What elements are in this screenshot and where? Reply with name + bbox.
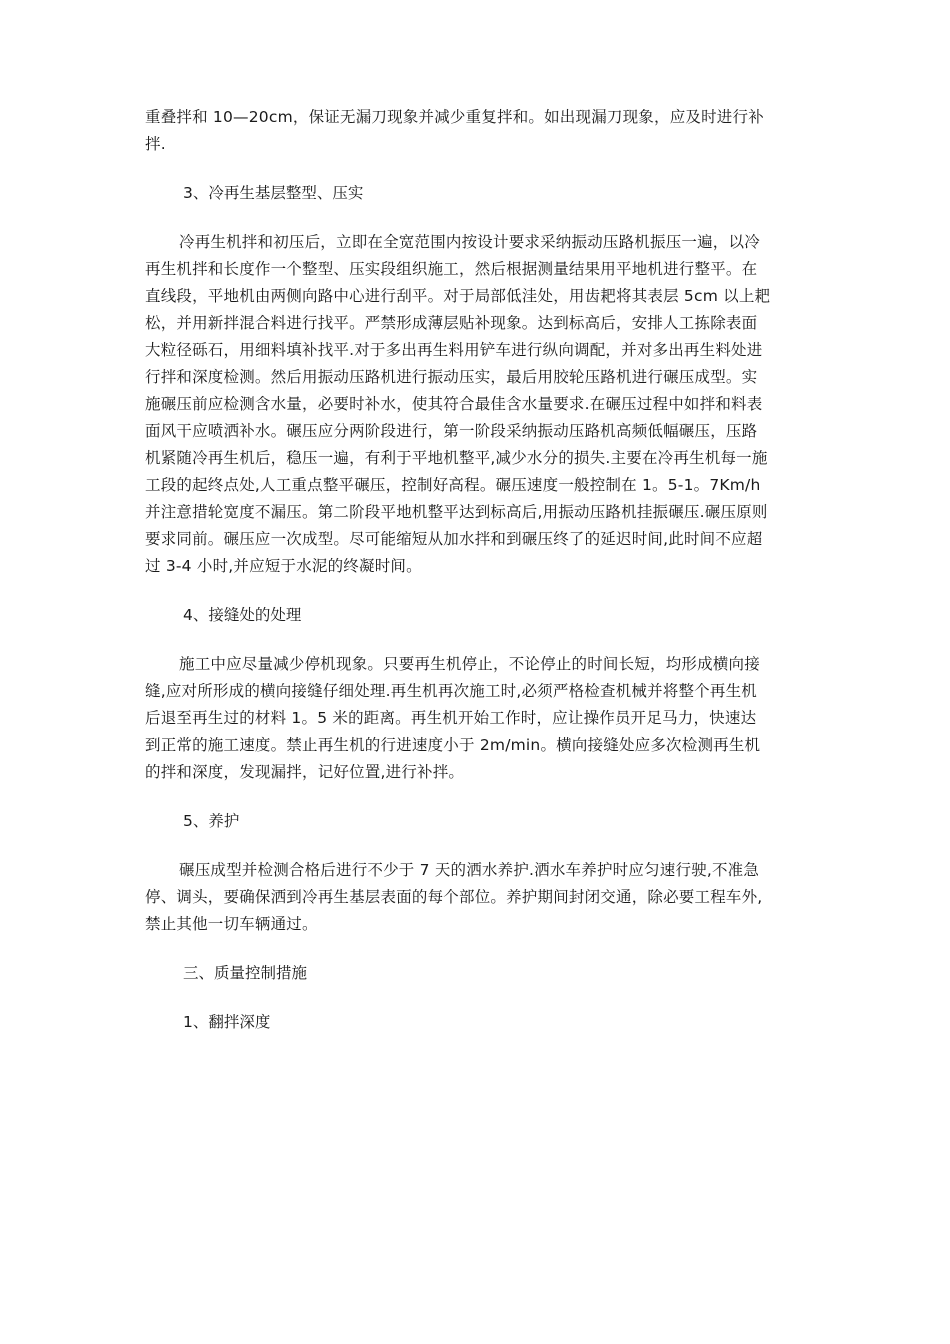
text-line: 面风干应喷洒补水。碾压应分两阶段进行，第一阶段采纳振动压路机高频低幅碾压，压路 xyxy=(145,422,758,440)
section-heading-mixing-depth: 1、翻拌深度 xyxy=(183,1013,271,1031)
text-line: 到正常的施工速度。禁止再生机的行进速度小于 2m/min。横向接缝处应多次检测再生机 xyxy=(145,736,761,754)
text-line: 机紧随冷再生机后，稳压一遍，有利于平地机整平,减少水分的损失.主要在冷再生机每一施 xyxy=(145,449,768,467)
text-line: 大粒径砾石，用细料填补找平.对于多出再生料用铲车进行纵向调配，并对多出再生料处进 xyxy=(145,341,763,359)
text-line: 后退至再生过的材料 1。5 米的距离。再生机开始工作时，应让操作员开足马力，快速达 xyxy=(145,709,757,727)
section-heading-compaction: 3、冷再生基层整型、压实 xyxy=(183,184,364,202)
text-line: 的拌和深度，发现漏拌，记好位置,进行补拌。 xyxy=(145,763,465,781)
paragraph-mixing-overlap xyxy=(145,104,805,158)
text-line: 碾压成型并检测合格后进行不少于 7 天的洒水养护.洒水车养护时应匀速行驶,不准急 xyxy=(179,861,760,879)
text-line: 松，并用新拌混合料进行找平。严禁形成薄层贴补现象。达到标高后，安排人工拣除表面 xyxy=(145,314,758,332)
text-line: 施工中应尽量减少停机现象。只要再生机停止，不论停止的时间长短，均形成横向接 xyxy=(179,655,760,673)
paragraph-curing xyxy=(145,857,805,938)
text-line: 工段的起终点处,人工重点整平碾压，控制好高程。碾压速度一般控制在 1。5-1。7Km/h xyxy=(145,476,761,494)
text-line: 过 3-4 小时,并应短于水泥的终凝时间。 xyxy=(145,557,422,575)
paragraph-compaction xyxy=(145,229,805,580)
text-line: 停、调头，要确保洒到冷再生基层表面的每个部位。养护期间封闭交通，除必要工程车外, xyxy=(145,888,763,906)
text-line: 禁止其他一切车辆通过。 xyxy=(145,915,318,933)
section-heading-quality-control: 三、质量控制措施 xyxy=(183,964,308,982)
text-line: 冷再生机拌和初压后，立即在全宽范围内按设计要求采纳振动压路机振压一遍，以冷 xyxy=(179,233,760,251)
text-line: 直线段，平地机由两侧向路中心进行刮平。对于局部低洼处，用齿耙将其表层 5cm 以上耙 xyxy=(145,287,771,305)
text-line: 再生机拌和长度作一个整型、压实段组织施工，然后根据测量结果用平地机进行整平。在 xyxy=(145,260,758,278)
section-heading-curing: 5、养护 xyxy=(183,812,240,830)
text-line: 重叠拌和 10—20cm，保证无漏刀现象并减少重复拌和。如出现漏刀现象，应及时进行补 xyxy=(145,108,764,126)
text-line: 拌. xyxy=(145,135,166,153)
text-line: 行拌和深度检测。然后用振动压路机进行振动压实，最后用胶轮压路机进行碾压成型。实 xyxy=(145,368,758,386)
section-heading-joints: 4、接缝处的处理 xyxy=(183,606,302,624)
text-line: 缝,应对所形成的横向接缝仔细处理.再生机再次施工时,必须严格检查机械并将整个再生机 xyxy=(145,682,757,700)
text-line: 施碾压前应检测含水量，必要时补水，使其符合最佳含水量要求.在碾压过程中如拌和料表 xyxy=(145,395,763,413)
text-line: 要求同前。碾压应一次成型。尽可能缩短从加水拌和到碾压终了的延迟时间,此时间不应超 xyxy=(145,530,763,548)
text-line: 并注意措轮宽度不漏压。第二阶段平地机整平达到标高后,用振动压路机挂振碾压.碾压原则 xyxy=(145,503,768,521)
paragraph-joints xyxy=(145,651,805,786)
document-page xyxy=(145,104,805,1036)
